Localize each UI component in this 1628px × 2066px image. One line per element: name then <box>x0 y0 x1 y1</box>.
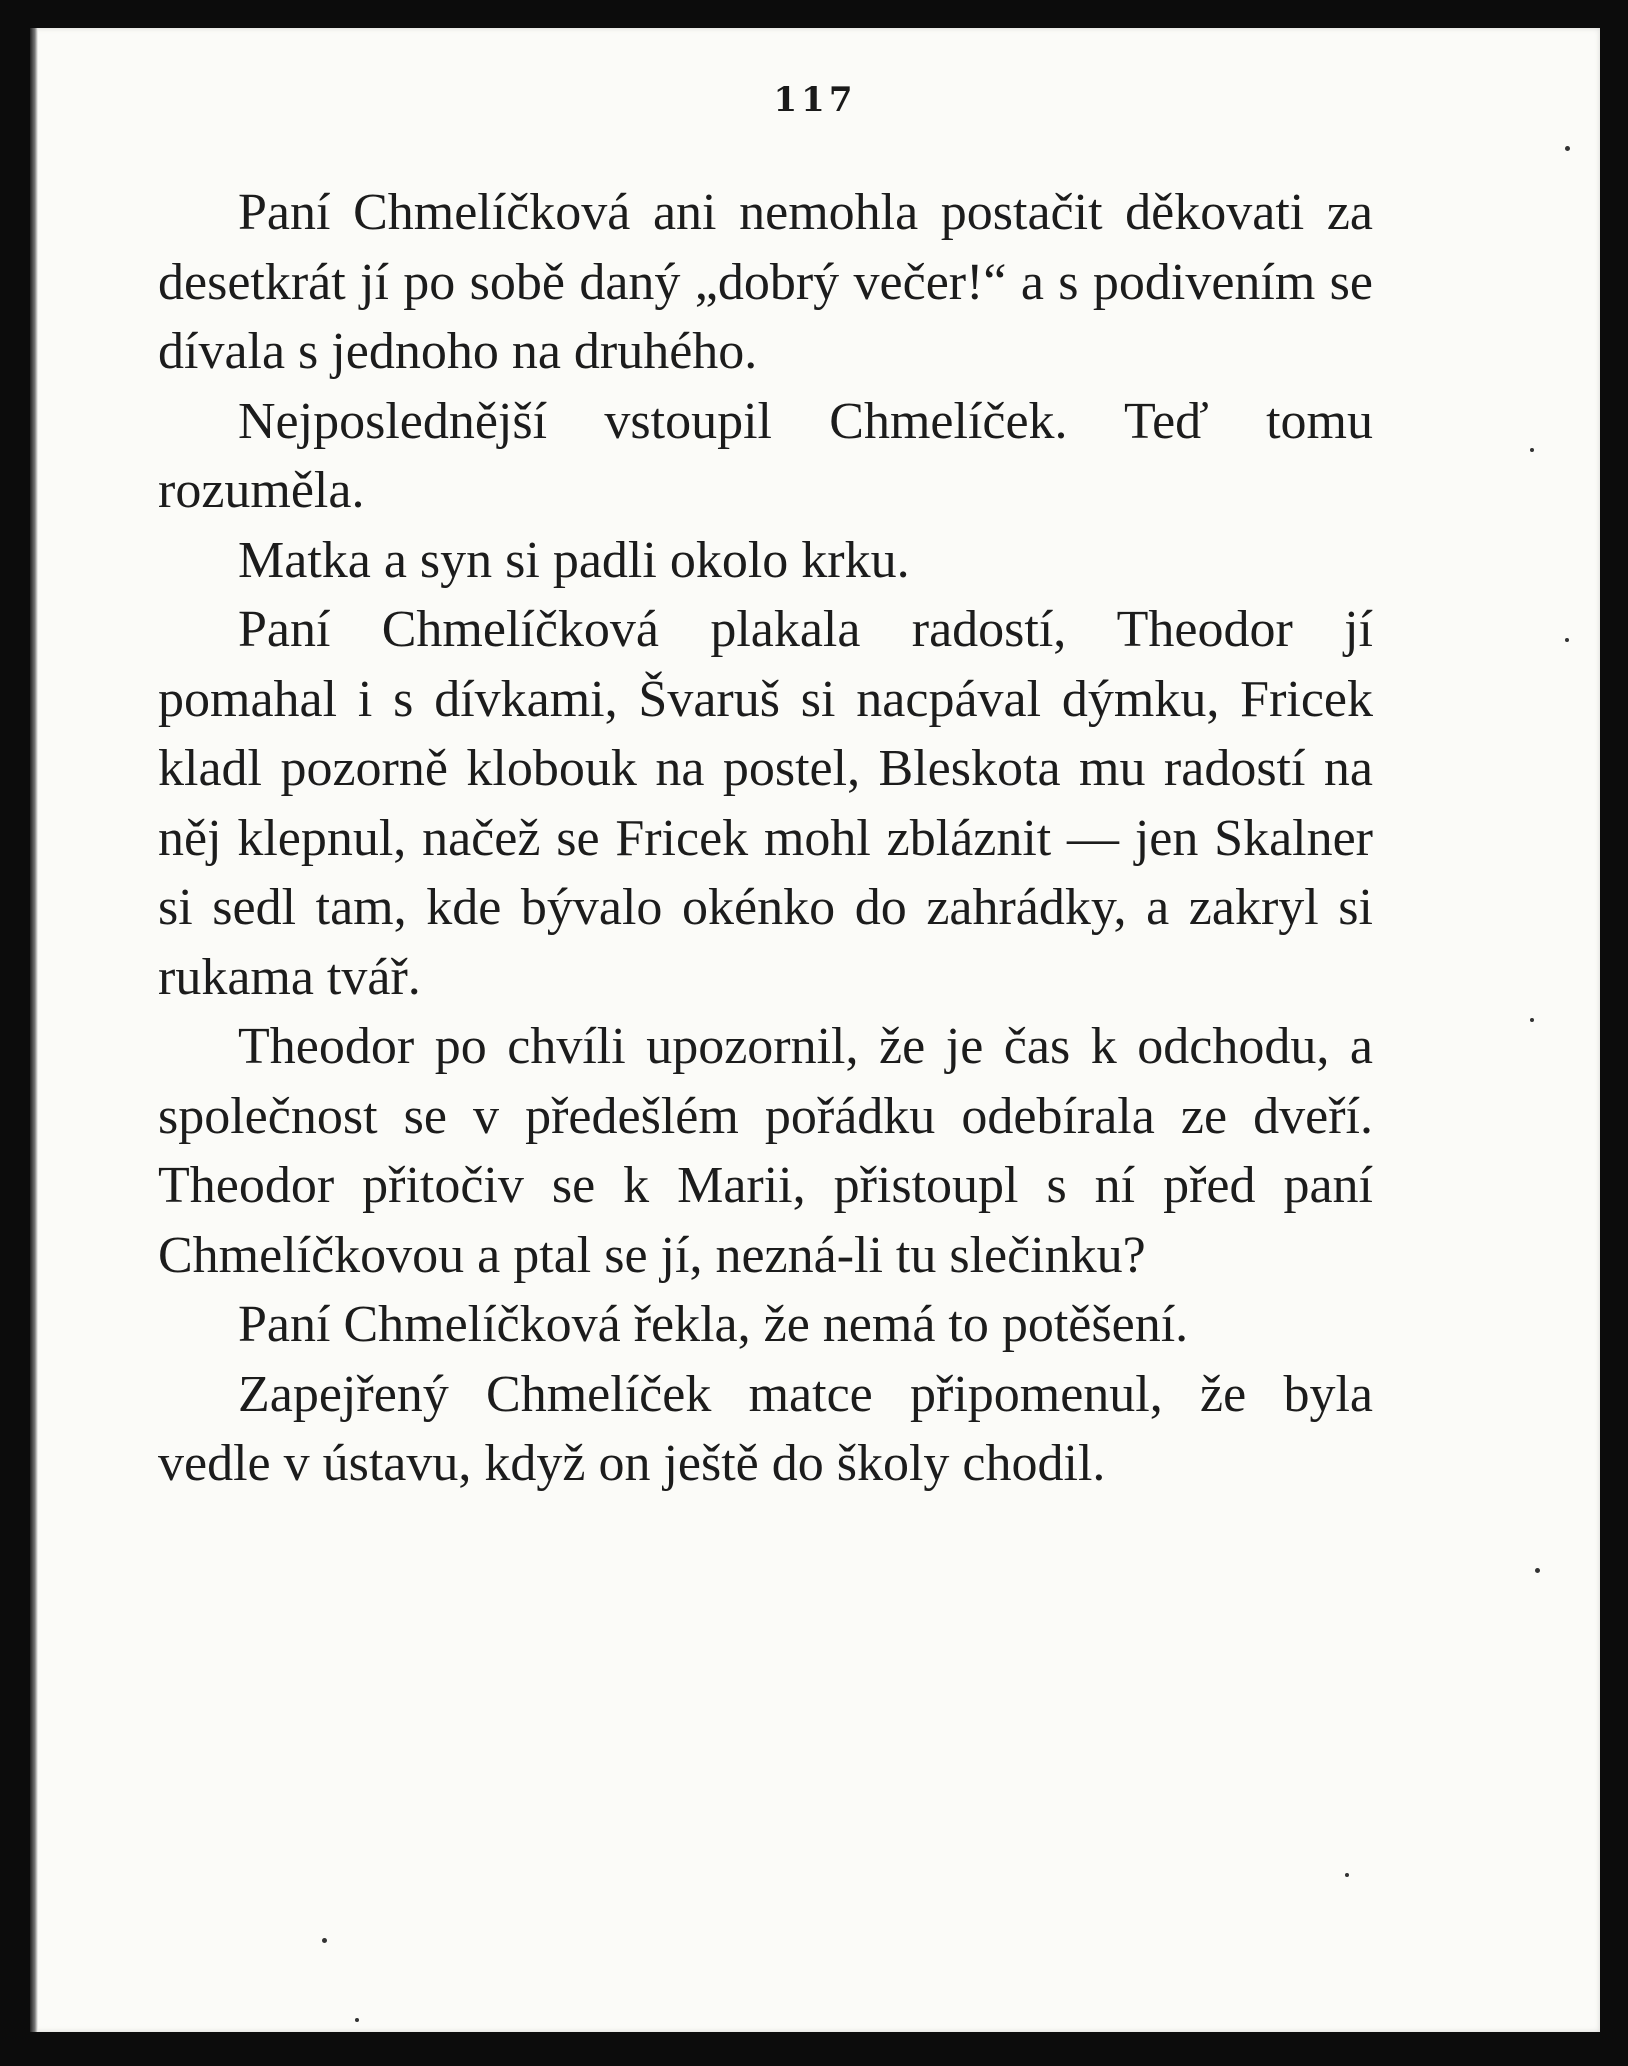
paragraph: Zapejřený Chmelíček matce připomenul, že byla vedle v ústavu, když on ještě do školy chodil. <box>158 1365 1373 1492</box>
dust-speck <box>322 1938 327 1943</box>
dust-speck <box>1565 638 1569 642</box>
paragraph: Paní Chmelíčková řekla, že nemá to potěšení. <box>238 1296 1189 1353</box>
paragraph: Nejposlednější vstoupil Chmelíček. Teď tomu rozuměla. <box>158 392 1373 519</box>
paragraph: Paní Chmelíčková ani nemohla postačit děkovati za desetkrát jí po sobě daný „dobrý večer!“ a s podivením se dívala s jednoho na druhého. <box>158 184 1373 380</box>
dust-speck <box>1530 448 1534 452</box>
page-number: 117 <box>773 80 857 120</box>
dust-speck <box>1535 1568 1540 1573</box>
page-binding-edge <box>30 28 38 2032</box>
book-page <box>30 28 1600 2032</box>
paragraph: Matka a syn si padli okolo krku. <box>238 531 910 589</box>
paragraph: Theodor po chvíli upozornil, že je čas k odchodu, a společnost se v předešlém pořádku odebírala ze dveří. Theodor přitočiv se k Marii, přistoupl s ní před paní Chmelíčkovou a ptal se jí, nezná-li tu slečinku? <box>158 1018 1373 1284</box>
dust-speck <box>1530 1018 1534 1022</box>
paragraph: Paní Chmelíčková plakala radostí, Theodor jí pomahal i s dívkami, Švaruš si nacpával dýmku, Fricek kladl pozorně klobouk na postel, Bleskota mu radostí na něj klepnul, načež se Fricek mohl zbláznit — jen Skalner si sedl tam, kde bývalo okénko do zahrádky, a zakryl si rukama tvář. <box>158 601 1373 1006</box>
dust-speck <box>1345 1873 1349 1877</box>
body-text <box>158 178 1373 1499</box>
dust-speck <box>1565 146 1570 151</box>
dust-speck <box>355 2018 359 2022</box>
